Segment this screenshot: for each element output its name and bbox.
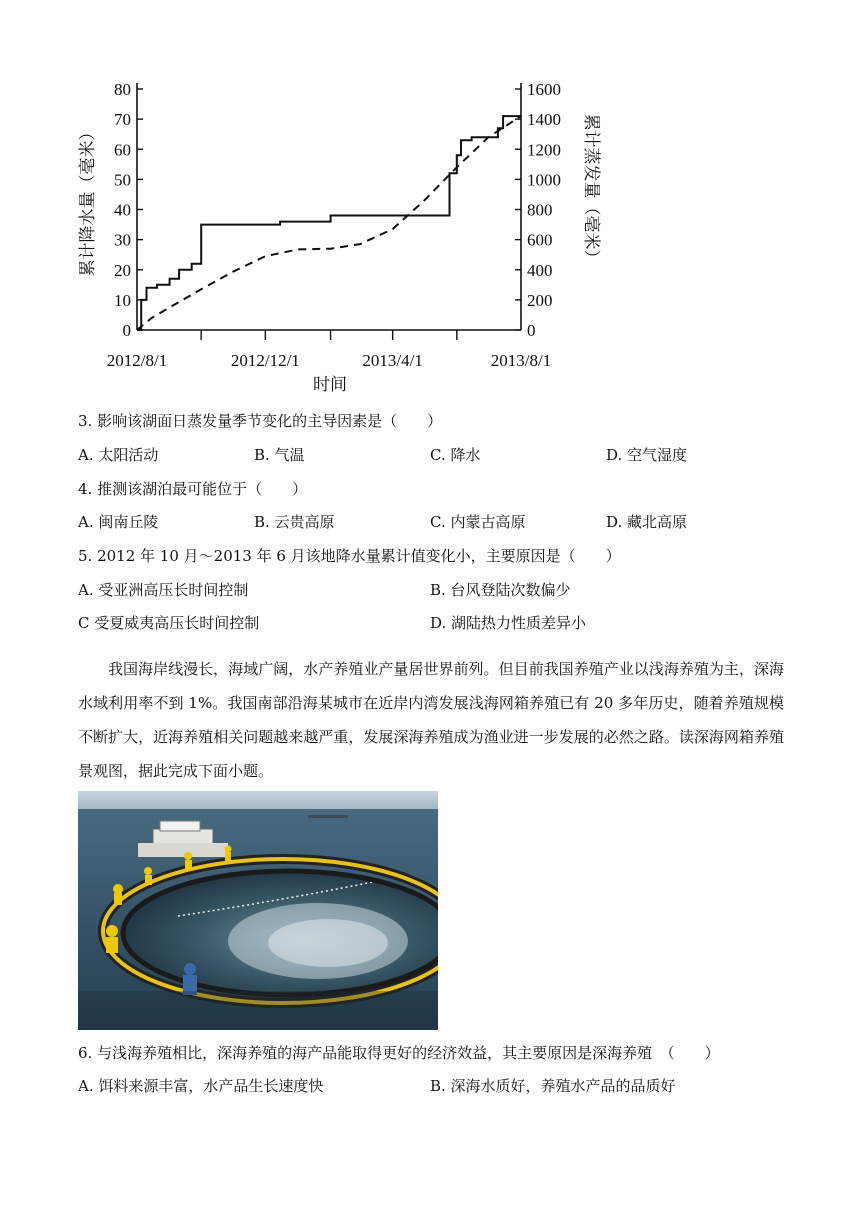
right-tick-label: 1200	[527, 140, 561, 160]
right-tick-label: 0	[527, 321, 536, 340]
right-tick-label: 1000	[527, 170, 561, 190]
x-tick-label: 2013/4/1	[362, 351, 423, 370]
q5-option-a[interactable]: A. 受亚洲高压长时间控制	[78, 581, 249, 599]
q4-option-d[interactable]: D. 藏北高原	[606, 513, 688, 531]
q5-option-c[interactable]: C 受夏威夷高压长时间控制	[78, 614, 260, 632]
q4-option-b[interactable]: B. 云贵高原	[254, 513, 335, 531]
question-6-stem: 6. 与浅海养殖相比，深海养殖的海产品能取得更好的经济效益，其主要原因是深海养殖 （ ）	[78, 1044, 720, 1062]
x-tick-label: 2013/8/1	[490, 351, 552, 370]
precip-evap-chart	[0, 0, 860, 400]
right-tick-label: 400	[527, 260, 553, 280]
q3-option-d[interactable]: D. 空气湿度	[606, 446, 688, 464]
left-tick-label: 0	[122, 321, 131, 340]
left-tick-label: 70	[114, 110, 131, 130]
left-axis-label: 累计降水量（毫米）	[78, 123, 98, 277]
evaporation-series-line	[137, 116, 521, 330]
q3-option-a[interactable]: A. 太阳活动	[78, 446, 159, 464]
right-tick-label: 600	[527, 230, 553, 250]
q4-option-a[interactable]: A. 闽南丘陵	[78, 513, 159, 531]
left-tick-label: 80	[114, 80, 131, 99]
right-tick-label: 1400	[527, 110, 561, 130]
q3-option-b[interactable]: B. 气温	[254, 446, 305, 464]
q4-option-c[interactable]: C. 内蒙古高原	[430, 513, 526, 531]
q3-option-c[interactable]: C. 降水	[430, 446, 481, 464]
q6-option-a[interactable]: A. 饵料来源丰富，水产品生长速度快	[78, 1077, 324, 1095]
left-tick-label: 40	[114, 200, 131, 220]
right-tick-label: 800	[527, 200, 553, 220]
question-4-stem: 4. 推测该湖泊最可能位于（ ）	[78, 480, 308, 498]
x-tick-label: 2012/8/1	[106, 351, 168, 370]
q5-option-d[interactable]: D. 湖陆热力性质差异小	[430, 614, 587, 632]
q5-option-b[interactable]: B. 台风登陆次数偏少	[430, 581, 571, 599]
passage: 我国海岸线漫长，海域广阔，水产养殖业产量居世界前列。但目前我国养殖产业以浅海养殖为主，深海水域利用率不到 1%。我国南部沿海某城市在近岸内湾发展浅海网箱养殖已有 20 多年历史，随着养殖规模不断扩大，近海养殖相关问题越来越严重，发展深海养殖成为渔业进一步发展的必然之路。读深海网箱养殖景观图，据此完成下面小题。	[78, 660, 784, 780]
right-tick-label: 1600	[527, 80, 561, 99]
precipitation-series-line	[137, 116, 521, 330]
x-tick-label: 2012/12/1	[230, 351, 300, 370]
question-3-stem: 3. 影响该湖面日蒸发量季节变化的主导因素是（ ）	[78, 412, 443, 430]
q6-option-b[interactable]: B. 深海水质好，养殖水产品的品质好	[430, 1077, 676, 1095]
question-5-stem: 5. 2012 年 10 月～2013 年 6 月该地降水量累计值变化小，主要原因是（ ）	[78, 547, 621, 565]
deep-sea-cage-photo	[78, 791, 438, 1030]
right-axis-label: 累计蒸发量（毫米）	[581, 113, 601, 267]
left-tick-label: 10	[114, 290, 131, 310]
left-tick-label: 60	[114, 140, 131, 160]
left-tick-label: 30	[114, 230, 131, 250]
cage-illustration	[78, 791, 438, 1030]
right-tick-label: 200	[527, 290, 553, 310]
x-axis-label: 时间	[313, 375, 347, 395]
left-tick-label: 50	[114, 170, 131, 190]
left-tick-label: 20	[114, 260, 131, 280]
